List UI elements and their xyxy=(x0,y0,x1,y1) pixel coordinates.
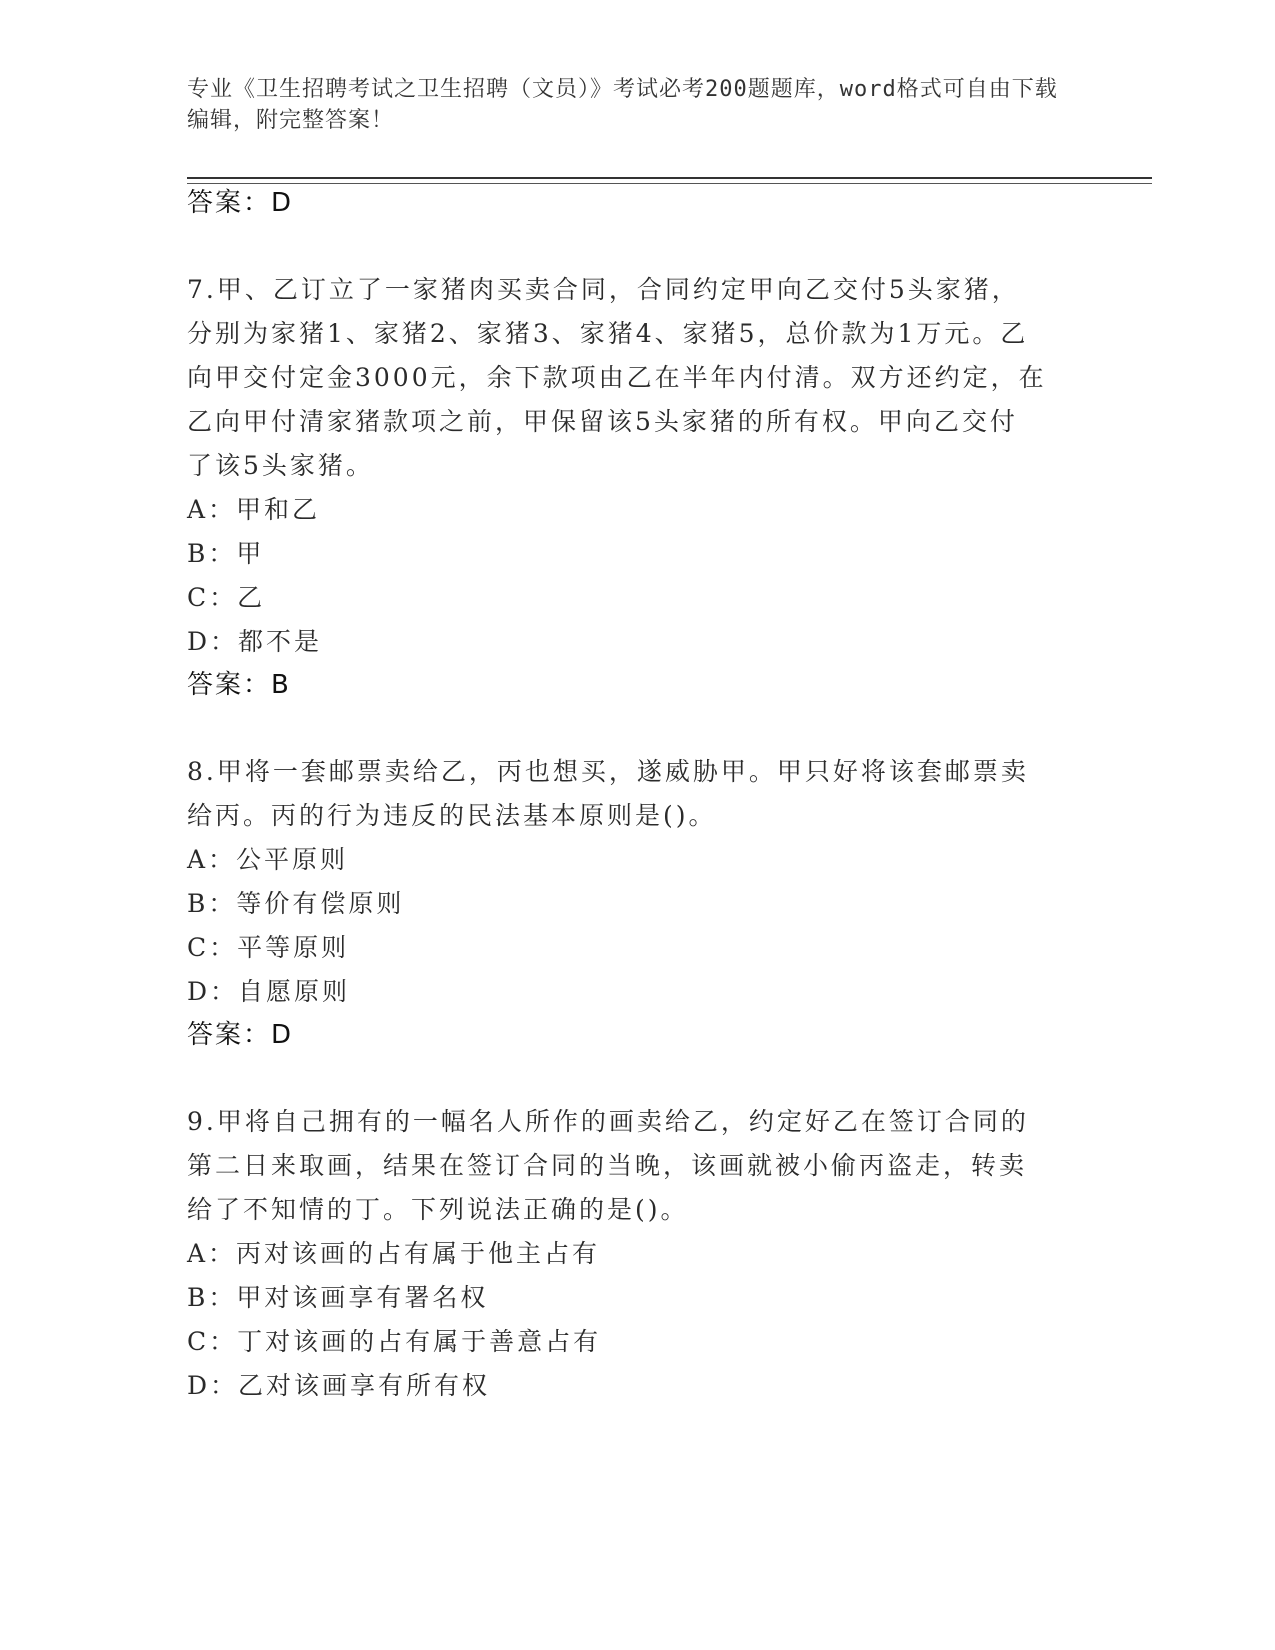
question-text-line: 了该5头家猪。 xyxy=(187,451,374,480)
answer-label: 答案：D xyxy=(187,188,294,218)
question-text-line: 7.甲、乙订立了一家猪肉买卖合同，合同约定甲向乙交付5头家猪， xyxy=(187,275,1020,304)
option-a: A：丙对该画的占有属于他主占有 xyxy=(187,1239,601,1268)
option-c: C：乙 xyxy=(187,583,266,612)
question-text-line: 9.甲将自己拥有的一幅名人所作的画卖给乙，约定好乙在签订合同的 xyxy=(187,1107,1029,1136)
option-a: A：公平原则 xyxy=(187,845,349,874)
question-text-line: 给丙。丙的行为违反的民法基本原则是()。 xyxy=(187,801,717,830)
option-a: A：甲和乙 xyxy=(187,495,321,524)
option-b: B：甲 xyxy=(187,539,265,568)
option-d: D：都不是 xyxy=(187,627,323,656)
question-text-line: 向甲交付定金3000元，余下款项由乙在半年内付清。双方还约定，在 xyxy=(187,363,1047,392)
question-text-line: 乙向甲付清家猪款项之前，甲保留该5头家猪的所有权。甲向乙交付 xyxy=(187,407,1018,436)
option-d: D：自愿原则 xyxy=(187,977,351,1006)
answer-label: 答案：B xyxy=(187,670,291,700)
header-divider xyxy=(187,177,1152,179)
question-text-line: 8.甲将一套邮票卖给乙，丙也想买，遂威胁甲。甲只好将该套邮票卖 xyxy=(187,757,1029,786)
question-text-line: 给了不知情的丁。下列说法正确的是()。 xyxy=(187,1195,689,1224)
question-text-line: 第二日来取画，结果在签订合同的当晚，该画就被小偷丙盗走，转卖 xyxy=(187,1151,1028,1180)
answer-label: 答案：D xyxy=(187,1020,294,1050)
header-divider-thin xyxy=(187,183,1152,184)
option-b: B：甲对该画享有署名权 xyxy=(187,1283,489,1312)
question-text-line: 分别为家猪1、家猪2、家猪3、家猪4、家猪5，总价款为1万元。乙 xyxy=(187,319,1029,348)
option-c: C：丁对该画的占有属于善意占有 xyxy=(187,1327,602,1356)
document-header: 专业《卫生招聘考试之卫生招聘（文员）》考试必考200题题库，word格式可自由下载编辑，附完整答案！ xyxy=(187,77,1058,133)
option-b: B：等价有偿原则 xyxy=(187,889,405,918)
option-c: C：平等原则 xyxy=(187,933,350,962)
option-d: D：乙对该画享有所有权 xyxy=(187,1371,491,1400)
